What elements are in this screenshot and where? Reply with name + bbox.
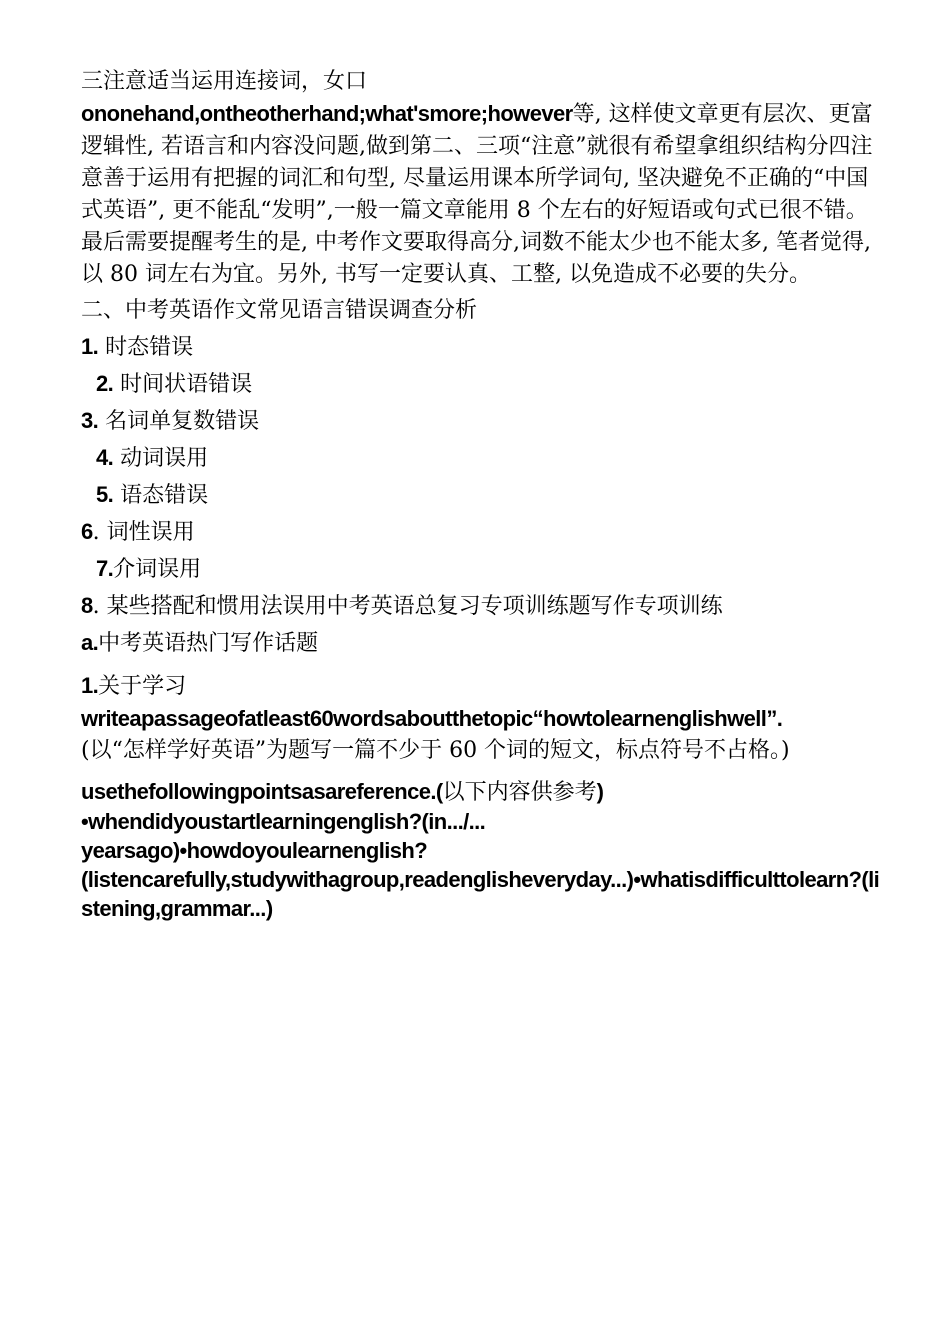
error-item-number: 6: [81, 519, 93, 544]
document-page: [81, 66, 881, 923]
reference-intro: [81, 777, 881, 807]
error-item-7: [81, 553, 881, 586]
reference-point-1: •whendidyoustartlearningenglish?(in.../...: [81, 809, 486, 834]
error-item-label: 语态错误: [120, 483, 209, 508]
error-item-4: [81, 442, 881, 475]
error-item-label: 动词误用: [120, 446, 209, 471]
error-item-label: . 某些搭配和惯用法误用中考英语总复习专项训练题写作专项训练: [92, 594, 723, 619]
error-item-label: 介词误用: [113, 557, 202, 582]
paragraph-word-count: 最后需要提醒考生的是, 中考作文要取得高分,词数不能太少也不能太多, 笔者觉得,以 80 词左右为宜。另外, 书写一定要认真、工整, 以免造成不必要的失分。: [81, 230, 871, 287]
reference-intro-english: usethefollowingpointsasareference.(: [81, 779, 443, 804]
writing-task-chinese: (以“怎样学好英语”为题写一篇不少于 60 个词的短文，标点符号不占格。): [81, 738, 790, 763]
error-item-5: [81, 479, 881, 512]
section-title: 二、中考英语作文常见语言错误调查分析: [81, 298, 478, 323]
error-item-label: 时间状语错误: [120, 372, 253, 397]
paragraph-structure-text: 等, 这样使文章更有层次、更富逻辑性, 若语言和内容没问题,做到第二、三项“注意”就很有希望拿组织结构分四注意善于运用有把握的词汇和句型, 尽量运用课本所学词句, 坚决避免不正确的“中国式英语”, 更不能乱“发明”,一般一篇文章能用 8 个左右的好短语或句式已很不错。: [81, 102, 873, 223]
topics-heading: [81, 627, 881, 660]
topic-1-heading: [81, 670, 881, 703]
error-item-8: [81, 590, 881, 623]
topics-heading-letter: a.: [81, 630, 99, 655]
reference-intro-close: ): [596, 779, 604, 804]
error-item-number: 8: [81, 593, 93, 618]
error-item-label: 时态错误: [105, 335, 194, 360]
topic-1-number: 1.: [81, 673, 99, 698]
connective-phrases: ononehand,ontheotherhand;what'smore;however: [81, 101, 573, 126]
error-item-number: 5.: [96, 482, 114, 507]
error-item-number: 3.: [81, 408, 99, 433]
writing-task-english: writeapassageofatleast60wordsaboutthetopic“howtolearnenglishwell”.: [81, 706, 783, 731]
topics-heading-label: 中考英语热门写作话题: [98, 631, 319, 656]
paragraph-connectives: 三注意适当运用连接词，女口: [81, 69, 368, 94]
error-item-number: 7.: [96, 556, 114, 581]
error-item-number: 2.: [96, 371, 114, 396]
reference-intro-chinese: 以下内容供参考: [442, 780, 597, 805]
reference-point-3: (listencarefully,studywithagroup,readenglisheveryday...)•whatisdifficulttolearn?(listening,grammar...): [81, 867, 880, 921]
error-item-label: . 词性误用: [92, 520, 195, 545]
paragraph-structure: [81, 98, 881, 227]
topic-1-label: 关于学习: [98, 674, 187, 699]
error-item-6: [81, 516, 881, 549]
error-item-label: 名词单复数错误: [105, 409, 260, 434]
error-item-2: [81, 368, 881, 401]
error-item-1: [81, 331, 881, 364]
error-item-number: 1.: [81, 334, 99, 359]
error-item-3: [81, 405, 881, 438]
error-item-number: 4.: [96, 445, 114, 470]
reference-point-2: yearsago)•howdoyoulearnenglish?: [81, 838, 428, 863]
